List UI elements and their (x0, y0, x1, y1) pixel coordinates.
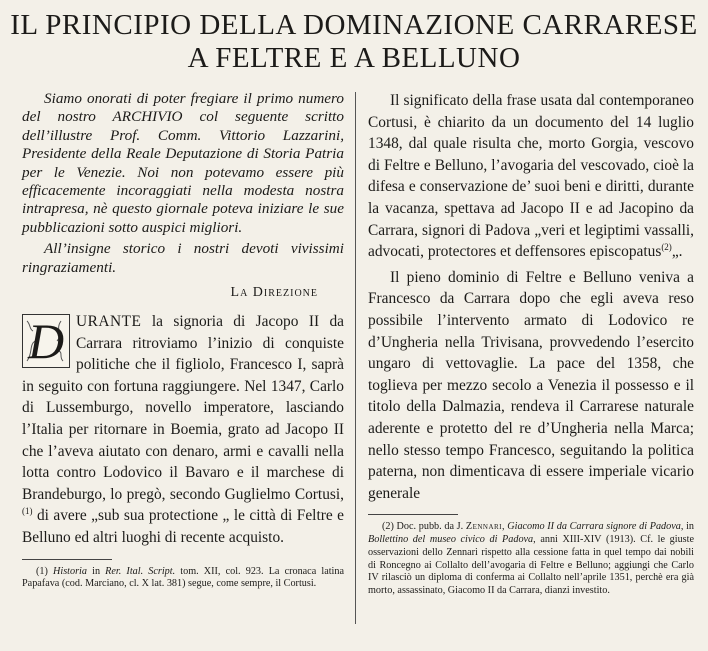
drop-cap-letter: D (27, 313, 65, 370)
fn2-author: Zennari (465, 521, 503, 533)
signature: La Direzione (230, 285, 318, 301)
fn2-e: , in (680, 521, 694, 533)
footnote-ref-1[interactable]: (1) (22, 506, 33, 517)
column-divider (355, 92, 356, 624)
title-line-1: IL PRINCIPIO DELLA DOMINAZIONE CARRARESE (10, 9, 698, 41)
fn1-title: Historia (53, 565, 87, 577)
article-opening (22, 311, 344, 549)
left-column (22, 90, 344, 591)
footnote-divider-right (368, 514, 458, 515)
right-column (368, 90, 694, 598)
intro-text-a: Siamo onorati di poter fregiare il primo numero del nostro (22, 90, 344, 126)
fn2-journal: Bollettino del museo civico di Padova (368, 534, 534, 546)
body-text-a: la signoria di Jacopo II da Carrara ritroviamo l’inizio di conquiste politiche che il figliolo, Francesco I, saprà in seguito con fortuna raggiungere. Nel 1347, Carlo di Lussemburgo, novello imperatore, lasciando l’Italia per ritornare in Boemia, grato ad Jacopo II che l’aveva aiutato con denaro, armi e cavalli nella lotta contro Lodovico il Bavaro e il marchese di Brandeburgo, lo pregò, secondo Guglielmo Cortusi, (22, 313, 344, 503)
article-paragraph-2 (368, 90, 694, 263)
para2-end: „. (671, 243, 683, 261)
intro-archivio: ARCHIVIO (112, 108, 183, 126)
body-text-b: di avere „sub sua protectione „ le città di Feltre e Belluno ed altri luoghi di recente acquisto. (22, 507, 344, 546)
fn2-a: (2) Doc. pubb. da J. (382, 521, 466, 533)
footnote-1 (22, 566, 344, 592)
fn1-source: Rer. Ital. Script. (105, 565, 176, 577)
fn1-number: (1) (36, 565, 54, 577)
lead-word: URANTE (76, 313, 142, 331)
article-paragraph-1 (22, 311, 344, 549)
intro-text-c: col seguente scritto dell’illustre Prof. Comm. Vittorio Lazzarini, Presidente della Reale Deputazione di Storia Patria per le Venezie. Noi non potevamo essere più efficacemente incoraggiati nella modesta nostra intrapresa, nè questo giornale poteva iniziare le sue pubblicazioni sotto auspici migliori. (22, 108, 344, 236)
drop-cap (22, 314, 70, 368)
footnote-divider (22, 559, 112, 560)
footnote-2 (368, 521, 694, 598)
editorial-thanks: All’insigne storico i nostri devoti vivissimi ringraziamenti. (22, 240, 344, 276)
article-paragraph-3: Il pieno dominio di Feltre e Belluno veniva a Francesco da Carrara dopo che egli aveva reso possibile l’intervento armato di Lodovico re d’Ungheria nella Trivisana, provvedendo l’esercito ungaro di vettovaglie. La pace del 1358, che toglieva per mezzo secolo a Venezia il possesso e il titolo della Dalmazia, rendeva il Carrarese naturale aderente e protetto del re d’Ungheria nella Marca; nello stesso tempo Francesco, seguitando la politica paterna, non dimenticava di essere imperiale vicario generale (368, 268, 694, 502)
fn2-title: Giacomo II da Carrara signore di Padova (507, 521, 681, 533)
fn2-c: , (502, 521, 508, 533)
fn2-rest: , anni XIII-XIV (1913). Cf. le giuste osservazioni dello Zennari rispetto alla cessione fatta in quel tempo dai nobili di Roncegno ai Collalto dell’avogaria di Feltre e Belluno; aggiungi che Carlo IV rilasciò un diploma di conferma ai Collalto nell’aprile 1351, perchè era già morto, assassinato, Giacomo II da Carrara, dianzi investito. (368, 534, 694, 597)
para2-text: Il significato della frase usata dal contemporaneo Cortusi, è chiarito da un documento del 14 luglio 1348, dal quale risulta che, morto Gorgia, vescovo di Feltre e Belluno, l’avogaria del vescovado, cioè la difesa e conservazione de’ suoi beni e diritti, durante la vacanza, spettava ad Jacopo II e ad Jacopino da Carrara, signori di Padova „veri et legiptimi vassalli, advocati, protectores et deffensores episcopatus (368, 92, 694, 261)
title-line-2: A FELTRE E A BELLUNO (187, 42, 521, 74)
editorial-intro (22, 90, 344, 237)
fn1-rest: tom. XII, col. 923. La cronaca latina Papafava (cod. Marciano, cl. X lat. 381) segue, come sempre, il Cortusi. (22, 565, 344, 590)
footnote-ref-2[interactable]: (2) (661, 242, 672, 253)
fn1-in: in (86, 565, 106, 577)
